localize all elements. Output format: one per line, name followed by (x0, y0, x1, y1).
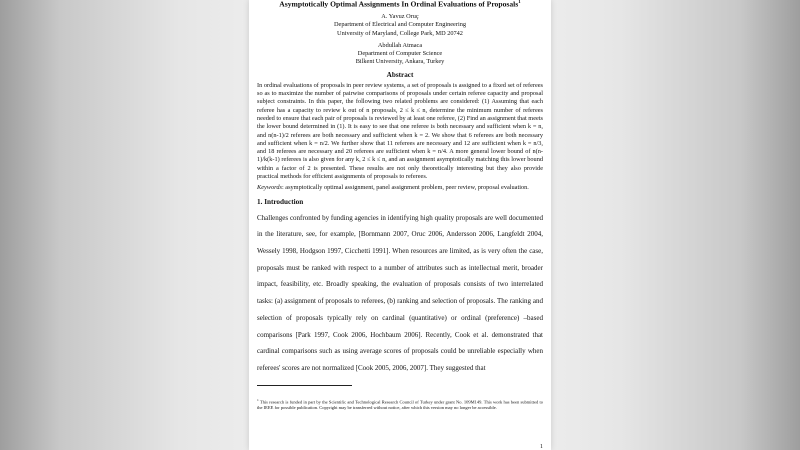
abstract-heading: Abstract (386, 70, 414, 79)
introduction-text: Challenges confronted by funding agencies in identifying high quality proposals are well documented in the literature, see, for example, [Bornmann 2007, Oruc 2006, Andersson 2006, Langfeldt 2004, Wessely 1998, Hodgson 1997, Cicchetti 1991]. When resources are limited, as is very often the case, proposals must be ranked with respect to a number of attributes such as intellectual merit, broader impact, feasibility, etc. Broadly speaking, the evaluation of proposals consists of two interrelated tasks: (a) assignment of proposals to referees, (b) ranking and selection of proposals. The ranking and selection of proposals typically rely on cardinal (quantitative) or ordinal (preference) –based comparisons [Park 1997, Cook 2006, Hochbaum 2006]. Recently, Cook et al. demonstrated that cardinal comparisons such as using average scores of proposals could be unreliable especially when referees' scores are not normalized [Cook 2005, 2006, 2007]. They suggested that (257, 213, 543, 372)
footnote-mark: 1 (257, 397, 259, 402)
author-name: A. Yavuz Oruç (381, 13, 419, 20)
author-institution: University of Maryland, College Park, MD 20742 (337, 29, 463, 37)
author-department: Department of Electrical and Computer Engineering (333, 21, 466, 29)
footnote-divider (257, 385, 352, 386)
document-page (249, 0, 551, 450)
title-footnote-mark: 1 (518, 0, 521, 5)
abstract-text: In ordinal evaluations of proposals in peer review systems, a set of proposals is assigned to a fixed set of referees so as to maximize the number of pairwise comparisons of proposals under certain referee capacity and proposal subject constraints. In this paper, the following two related problems are considered: (1) Assuming that each referee has a capacity to review k out of n proposals, 2 ≤ k ≤ n, determine the minimum number of referees needed to ensure that each pair of proposals is reviewed by at least one referee, (2) Find an assignment that meets the lower bound determined in (1). It is easy to see that one referee is both necessary and sufficient when k = n, and n(n-1)/2 referees are both necessary and sufficient when k = 2. We show that 6 referees are both necessary and sufficient when k = n/2. We further show that 11 referees are necessary and 12 are sufficient when k = n/3, and 18 referees are necessary and 20 referees are sufficient when k = n/4. A more general lower bound of n(n-1)/k(k-1) referees is also given for any k, 2 ≤ k ≤ n, and an assignment asymptotically matching this lower bound within a factor of 2 is presented. These results are not only theoretically interesting but they also provide practical methods for efficient assignments of proposals to referees. (257, 81, 543, 181)
paper-title (257, 0, 543, 9)
page-number: 1 (540, 444, 543, 450)
section-heading-introduction: 1. Introduction (257, 197, 304, 206)
page-content (257, 0, 543, 410)
footnote (257, 398, 543, 411)
author-institution: Bilkent University, Ankara, Turkey (355, 58, 445, 66)
keywords (257, 184, 543, 192)
author-department: Department of Computer Science (357, 50, 443, 58)
keywords-text: : asymptotically optimal assignment, panel assignment problem, peer review, proposal evaluation. (281, 184, 529, 192)
author-name: Abdullah Atmaca (377, 41, 423, 49)
author-block-2 (257, 42, 543, 67)
footnote-text: This research is funded in part by the Scientific and Technological Research Council of Turkey under grant No. 109M149. This work has been submitted to the IEEE for possible publication. Copyright may be transferred without notice, after which this version may no longer be accessible. (257, 399, 543, 410)
keywords-label: Keywords (257, 184, 282, 192)
title-text: Asymptotically Optimal Assignments In Ordinal Evaluations of Proposals (279, 0, 519, 9)
author-block-1 (257, 13, 543, 38)
